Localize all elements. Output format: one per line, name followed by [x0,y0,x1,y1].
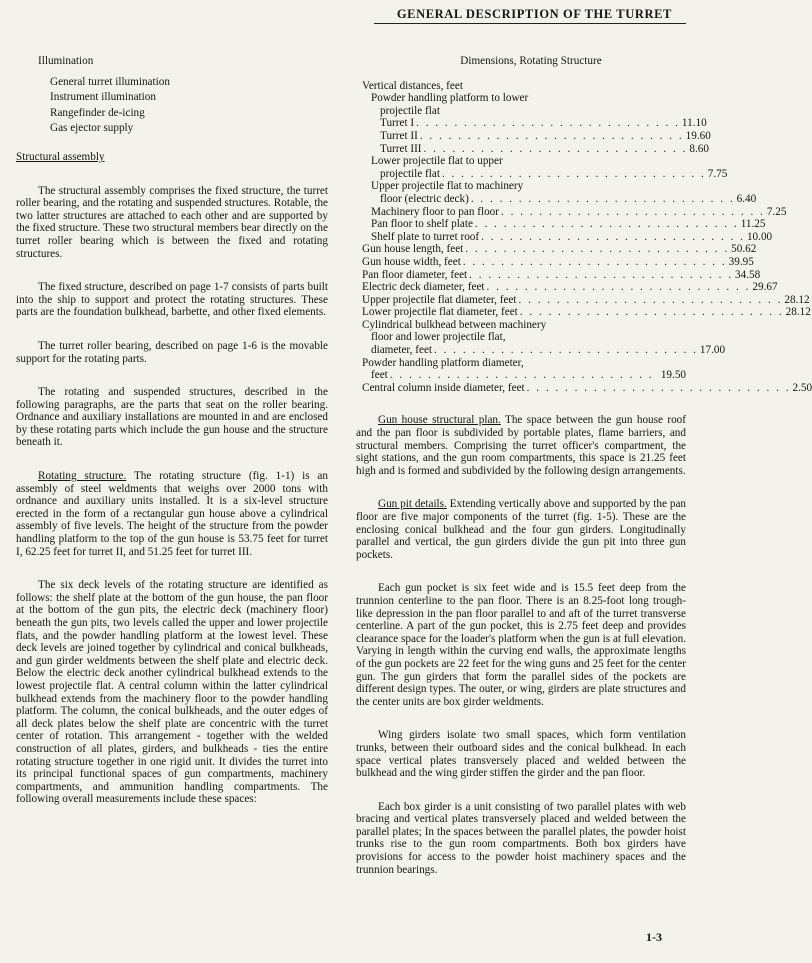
dimension-row [356,117,707,130]
paragraph: The turret roller bearing, described on page 1-6 is the movable support for the rotating parts. [16,339,328,365]
dimension-row [356,218,766,231]
dimension-row [356,281,778,294]
dimension-value: 8.60 [689,142,709,155]
dot-leader: . . . . . . . . . . . . . . . . . . . . . . . . . . . . [434,344,698,357]
dot-leader: . . . . . . . . . . . . . . . . . . . . . . . . . . . . [465,243,730,256]
dimension-row [356,80,686,93]
header-rule [374,23,686,24]
dimension-row [356,155,686,168]
dimension-label: Turret III [380,142,422,155]
dimension-row [356,293,810,307]
dimension-value: 17.00 [699,344,726,357]
dimension-row [356,167,728,181]
gun-pit-heading: Gun pit details. [378,498,447,511]
dimension-row [356,192,757,206]
dimension-label: Lower projectile flat diameter, feet [362,306,518,319]
dot-leader: . . . . . . . . . . . . . . . . . . . . . . . . . . . . [416,117,680,130]
running-header: GENERAL DESCRIPTION OF THE TURRET [396,7,672,21]
dimension-value: 29.67 [752,281,778,294]
dimension-label: Pan floor diameter, feet [362,268,468,281]
dimension-row [356,129,711,143]
dot-leader: . . . . . . . . . . . . . . . . . . . . . . . . . . . . [486,281,751,294]
dimension-value: 11.10 [681,117,707,130]
dimension-value: 34.58 [735,268,761,281]
dimension-label: feet [371,369,388,382]
dimensions-title: Dimensions, Rotating Structure [460,55,602,67]
dot-leader: . . . . . . . . . . . . . . . . . . . . . . . . . . . . [469,268,733,281]
dimension-row [356,268,761,282]
dimension-value: 10.00 [746,230,773,243]
paragraph [356,498,686,561]
paragraph-text: The rotating structure (fig. 1-1) is an assembly of steel weldments that weighs over 2000 tons with ordnance and auxiliary units installed. It is a six-level structure erected in the form of a rectangular gun house above a cylindrical assembly of five levels. The height of the structure from the powder handling platform to the top of the gun house is 53.75 feet for turret I, 62.25 feet for turret II, and 51.25 feet for turret III. [16,470,328,558]
dimension-value: 19.50 [660,369,686,382]
dimension-row [356,331,686,344]
paragraph-text: The space between the gun house roof and the pan floor is subdivided by portable plates, flame barriers, and structural members. Comprising the turret officer's compartment, the sight stations, and the gun room compartments, this space is 21.25 feet high and is formed and subdivided by the following design arrangements. [356,414,686,477]
dimension-label: Gun house length, feet [362,243,464,256]
paragraph: The six deck levels of the rotating structure are identified as follows: the shelf plate at the bottom of the gun house, the pan floor at the bottom of the gun pits, the electric deck (machinery floor) beneath the gun pits, two levels called the upper and lower projectile flats, and the powder handling platform at the lowest level. These deck levels are joined together by cylindrical and conical bulkheads, and gun girder weldments between the shelf plate and electric deck. Below the electric deck another cylindrical bulkhead extends to the lowest projectile flat. A central column within the latter cylindrical bulkhead extends from the machinery floor to the powder handling platform. The column, the conical bulkheads, and the outer edges of all deck plates below the shelf plate are concentric with the turret center of rotation. This arrangement - together with the welded construction of all plates, girders, and bulkheads - ties the entire rotating structure together in one rigid unit. It divides the turret into its principal functional spaces of gun compartments, machinery compartments, and ammunition handling compartments. The following overall measurements include these spaces: [16,579,328,806]
dimension-row [356,92,686,105]
dot-leader: . . . . . . . . . . . . . . . . . . . . . . . . . . . . [518,293,783,306]
dimension-row [356,381,812,395]
dot-leader: . . . . . . . . . . . . . . . . . . . . . . . . . . . . [462,255,727,268]
dimension-value: 50.62 [731,243,757,256]
dimension-row [356,205,787,219]
illumination-item: Gas ejector supply [50,122,134,135]
dimension-label: Pan floor to shelf plate [371,218,473,231]
dimension-row [356,255,754,269]
dot-leader: . . . . . . . . . . . . . . . . . . . . . . . . . . . . [481,230,745,243]
dimension-label: Cylindrical bulkhead between machinery [362,318,547,331]
dimension-label: Powder handling platform diameter, [362,356,524,369]
dimension-label: Turret I [380,117,415,130]
dimension-value: 11.25 [740,218,766,231]
paragraph [356,414,686,477]
paragraph: Each gun pocket is six feet wide and is 15.5 feet deep from the trunnion centerline to the pan floor. There is an 8.25-foot long trough-like depression in the pan floor parallel to and aft of the turret transverse centerline. A part of the gun pocket, this is 2.75 feet deep and provides clearance space for the loader's platform when the gun is at full elevation. Varying in length within the curving end walls, the approximate lengths of the gun pockets are 22 feet for the wing guns and 25 feet for the center gun. The gun girders that form the parallel sides of the pockets are different design types. The outer, or wing, girders are plate structures and the center units are box girder weldments. [356,582,686,708]
dot-leader: . . . . . . . . . . . . . . . . . . . . . . . . . . . . [474,218,739,231]
dot-leader: . . . . . . . . . . . . . . . . . . . . . . . . . . . . [419,129,684,142]
dimension-label: Powder handling platform to lower [371,92,529,105]
right-column [356,55,812,897]
dot-leader: . . . . . . . . . . . . . . . . . . . . . . . . . . . . [470,192,735,205]
paragraph: Wing girders isolate two small spaces, which form ventilation trunks, between their outboard sides and the conical bulkhead. In each space vertical plates transversely placed and welded between the bulkhead and the wing girder stiffen the girder and the pan floor. [356,729,686,780]
dimension-row [356,369,686,382]
left-column [16,55,328,827]
dimension-label: floor (electric deck) [380,192,469,205]
dimension-label: Vertical distances, feet [362,79,463,92]
dot-leader: . . . . . . . . . . . . . . . . . . . . . . . . . . . . [501,205,765,218]
dot-leader: . . . . . . . . . . . . . . . . . . . . . . . . . . . . [441,167,706,180]
dimension-value: 2.50 [792,381,812,394]
dot-leader: . . . . . . . . . . . . . . . . . . . . . . . . . . . . [526,381,791,394]
dimension-row [356,142,709,156]
dimension-label: diameter, feet [371,344,433,357]
paragraph [16,470,328,558]
dimension-value: 39.95 [728,255,754,268]
dot-leader: . . . . . . . . . . . . . . . . . . . . . . . . . . . . [389,369,654,382]
dimension-value: 28.12 [784,293,810,306]
dimension-label: Central column inside diameter, feet [362,381,525,394]
dimension-row [356,230,773,244]
dimension-label: projectile flat [380,167,440,180]
dimension-row [356,306,811,319]
dimension-label: Turret II [380,129,418,142]
dimension-row [356,180,686,193]
dimension-label: Upper projectile flat to machinery [371,180,524,193]
dimensions-table [356,79,812,395]
paragraph-text: Extending vertically above and supported by the pan floor are five major components of the turret (fig. 1-5). These are the enclosing conical bulkhead and the four gun girders. Longitudinally parallel and vertical, the gun girders divide the gun pit into three gun pockets. [356,498,687,561]
dimension-label: Shelf plate to turret roof [371,230,480,243]
page-number: 1-3 [646,930,662,944]
dimension-label: Upper projectile flat diameter, feet [362,293,517,306]
dimension-row [356,344,726,357]
paragraph: The rotating and suspended structures, described in the following paragraphs, are the parts that seat on the roller bearing. Ordnance and auxiliary installations are mounted in and are enclosed by these rotating parts which include the gun house and the structure beneath it. [16,386,328,449]
dimension-value: 28.12 [785,306,811,319]
rotating-structure-heading: Rotating structure. [38,470,127,483]
dimension-row [356,319,686,332]
illumination-item: Rangefinder de-icing [50,106,145,119]
dimension-value: 7.75 [707,167,728,180]
illumination-item: General turret illumination [50,75,170,88]
structural-assembly-heading: Structural assembly [16,150,105,163]
dot-leader: . . . . . . . . . . . . . . . . . . . . . . . . . . . . [519,306,784,319]
dimension-row [356,357,686,370]
dimension-value: 7.25 [766,205,787,218]
gun-house-plan-heading: Gun house structural plan. [378,414,501,427]
paragraph: The structural assembly comprises the fixed structure, the turret roller bearing, and the rotating and suspended structures. Rotable, the two latter structures are attached to each other and are supported by the fixed structure. These two structural members bear directly on the turret roller bearing which is between the fixed and rotating structures. [16,184,328,260]
paragraph: The fixed structure, described on page 1-7 consists of parts built into the ship to support and protect the rotating structures. These parts are the foundation bulkhead, barbette, and other fixed elements. [16,281,328,319]
illumination-title: Illumination [38,55,94,67]
dimension-label: floor and lower projectile flat, [371,331,506,344]
paragraph: Each box girder is a unit consisting of two parallel plates with web bracing and vertical plates transversely placed and welded between the parallel plates; In the spaces between the parallel plates, the powder hoist trunks rise to the gun room compartments. Both box girders have provisions for access to the powder hoist machinery spaces and the trunnion bearings. [356,800,686,876]
dimension-label: Electric deck diameter, feet [362,281,485,294]
dimension-label: Lower projectile flat to upper [371,155,503,168]
dimension-label: Gun house width, feet [362,255,461,268]
dot-leader: . . . . . . . . . . . . . . . . . . . . . . . . . . . . [423,142,688,155]
dimension-row [356,243,757,256]
dimension-value: 19.60 [685,129,711,142]
illumination-item: Instrument illumination [50,91,156,104]
dimension-value: 6.40 [736,192,757,205]
dimension-label: projectile flat [380,104,440,117]
dimension-row [356,105,686,118]
dimension-label: Machinery floor to pan floor [371,205,499,218]
